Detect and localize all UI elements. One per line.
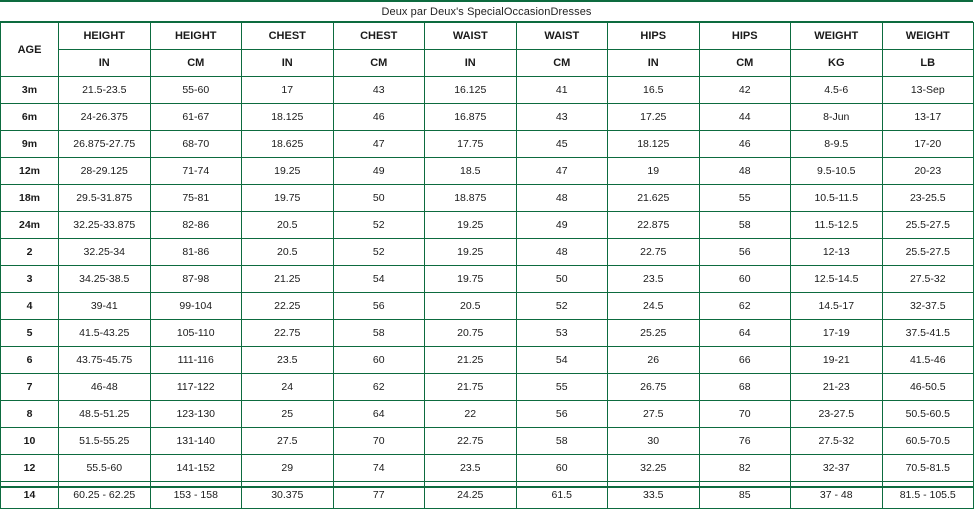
header-unit: KG [791,50,883,77]
cell-age: 24m [1,212,59,239]
cell-value: 51.5-55.25 [59,428,151,455]
cell-value: 8-Jun [791,104,883,131]
cell-value: 19.75 [242,185,334,212]
cell-value: 42 [699,77,791,104]
cell-value: 25.5-27.5 [882,212,974,239]
cell-value: 50 [516,266,608,293]
cell-value: 49 [333,158,425,185]
cell-value: 13-Sep [882,77,974,104]
cell-value: 66 [699,347,791,374]
cell-value: 43 [516,104,608,131]
cell-value: 26 [608,347,700,374]
cell-value: 81.5 - 105.5 [882,482,974,509]
header-unit: CM [516,50,608,77]
cell-value: 64 [333,401,425,428]
cell-value: 22.75 [425,428,517,455]
cell-value: 49 [516,212,608,239]
cell-value: 68-70 [150,131,242,158]
table-body [1,77,974,509]
cell-value: 61-67 [150,104,242,131]
table-row [1,320,974,347]
cell-value: 105-110 [150,320,242,347]
cell-value: 20.5 [242,239,334,266]
cell-value: 23-27.5 [791,401,883,428]
cell-value: 33.5 [608,482,700,509]
cell-value: 64 [699,320,791,347]
cell-value: 60 [333,347,425,374]
cell-value: 70 [333,428,425,455]
cell-value: 52 [333,239,425,266]
header-unit: CM [699,50,791,77]
cell-value: 62 [333,374,425,401]
cell-value: 47 [333,131,425,158]
cell-value: 56 [333,293,425,320]
cell-value: 56 [699,239,791,266]
cell-value: 16.5 [608,77,700,104]
header-measurement: HEIGHT [59,23,151,50]
cell-age: 5 [1,320,59,347]
cell-value: 19.75 [425,266,517,293]
cell-value: 17.75 [425,131,517,158]
cell-age: 12 [1,455,59,482]
header-measurement: WEIGHT [791,23,883,50]
table-row [1,266,974,293]
cell-value: 19 [608,158,700,185]
cell-value: 117-122 [150,374,242,401]
cell-value: 30.375 [242,482,334,509]
cell-value: 18.625 [242,131,334,158]
header-measurement: WAIST [425,23,517,50]
cell-value: 10.5-11.5 [791,185,883,212]
cell-value: 18.5 [425,158,517,185]
cell-value: 54 [516,347,608,374]
cell-value: 29 [242,455,334,482]
cell-value: 8-9.5 [791,131,883,158]
cell-value: 52 [333,212,425,239]
cell-value: 70.5-81.5 [882,455,974,482]
table-row [1,239,974,266]
cell-value: 9.5-10.5 [791,158,883,185]
cell-value: 27.5 [608,401,700,428]
cell-value: 43.75-45.75 [59,347,151,374]
page-title: Deux par Deux's SpecialOccasionDresses [381,5,592,18]
cell-value: 26.75 [608,374,700,401]
cell-age: 18m [1,185,59,212]
cell-value: 25 [242,401,334,428]
cell-value: 82-86 [150,212,242,239]
header-unit: IN [608,50,700,77]
cell-value: 46-50.5 [882,374,974,401]
cell-age: 6 [1,347,59,374]
cell-value: 22 [425,401,517,428]
table-row [1,401,974,428]
header-measurement: HIPS [699,23,791,50]
cell-value: 50 [333,185,425,212]
cell-value: 18.875 [425,185,517,212]
cell-age: 2 [1,239,59,266]
cell-value: 23.5 [425,455,517,482]
cell-value: 26.875-27.75 [59,131,151,158]
cell-value: 23.5 [242,347,334,374]
header-unit: IN [425,50,517,77]
cell-value: 34.25-38.5 [59,266,151,293]
cell-value: 77 [333,482,425,509]
cell-value: 41.5-46 [882,347,974,374]
cell-value: 30 [608,428,700,455]
cell-value: 85 [699,482,791,509]
cell-value: 39-41 [59,293,151,320]
cell-value: 17 [242,77,334,104]
cell-value: 19.25 [425,239,517,266]
cell-value: 12.5-14.5 [791,266,883,293]
cell-value: 52 [516,293,608,320]
header-row-measurement [1,23,974,50]
cell-value: 32.25 [608,455,700,482]
cell-value: 14.5-17 [791,293,883,320]
cell-value: 45 [516,131,608,158]
cell-value: 32-37 [791,455,883,482]
cell-value: 37.5-41.5 [882,320,974,347]
bottom-rule [0,486,973,488]
cell-value: 20.5 [425,293,517,320]
header-measurement: HIPS [608,23,700,50]
cell-value: 74 [333,455,425,482]
cell-value: 25.25 [608,320,700,347]
cell-value: 16.875 [425,104,517,131]
cell-value: 17.25 [608,104,700,131]
cell-value: 21.25 [425,347,517,374]
table-row [1,374,974,401]
cell-value: 16.125 [425,77,517,104]
cell-value: 20-23 [882,158,974,185]
cell-value: 19.25 [242,158,334,185]
cell-value: 23.5 [608,266,700,293]
cell-value: 153 - 158 [150,482,242,509]
document-title-bar [0,0,973,22]
cell-value: 18.125 [608,131,700,158]
cell-value: 70 [699,401,791,428]
cell-value: 32-37.5 [882,293,974,320]
cell-value: 75-81 [150,185,242,212]
cell-value: 22.75 [242,320,334,347]
cell-age: 6m [1,104,59,131]
cell-value: 60.25 - 62.25 [59,482,151,509]
cell-value: 55 [699,185,791,212]
cell-value: 21.25 [242,266,334,293]
cell-value: 48 [516,185,608,212]
cell-value: 141-152 [150,455,242,482]
header-unit: IN [59,50,151,77]
cell-value: 54 [333,266,425,293]
cell-value: 76 [699,428,791,455]
cell-value: 50.5-60.5 [882,401,974,428]
cell-value: 41.5-43.25 [59,320,151,347]
cell-value: 60 [699,266,791,293]
table-row [1,293,974,320]
table-row [1,347,974,374]
cell-value: 32.25-33.875 [59,212,151,239]
header-unit: CM [333,50,425,77]
cell-value: 53 [516,320,608,347]
cell-value: 43 [333,77,425,104]
cell-value: 131-140 [150,428,242,455]
cell-value: 47 [516,158,608,185]
cell-value: 20.5 [242,212,334,239]
cell-value: 87-98 [150,266,242,293]
cell-age: 3m [1,77,59,104]
header-measurement: WAIST [516,23,608,50]
cell-value: 21.625 [608,185,700,212]
header-age: AGE [1,23,59,77]
header-unit: IN [242,50,334,77]
cell-value: 24.5 [608,293,700,320]
header-unit: LB [882,50,974,77]
cell-value: 28-29.125 [59,158,151,185]
cell-value: 29.5-31.875 [59,185,151,212]
cell-value: 19-21 [791,347,883,374]
cell-value: 56 [516,401,608,428]
cell-age: 14 [1,482,59,509]
cell-value: 60 [516,455,608,482]
cell-value: 48 [516,239,608,266]
cell-value: 46 [699,131,791,158]
cell-value: 32.25-34 [59,239,151,266]
cell-value: 48.5-51.25 [59,401,151,428]
cell-value: 18.125 [242,104,334,131]
table-row [1,185,974,212]
cell-value: 27.5-32 [791,428,883,455]
cell-value: 71-74 [150,158,242,185]
cell-value: 12-13 [791,239,883,266]
cell-age: 4 [1,293,59,320]
header-row-unit [1,50,974,77]
cell-age: 8 [1,401,59,428]
size-chart-table [0,22,974,509]
table-header [1,23,974,77]
cell-value: 99-104 [150,293,242,320]
cell-value: 25.5-27.5 [882,239,974,266]
cell-value: 22.25 [242,293,334,320]
cell-value: 41 [516,77,608,104]
cell-value: 27.5 [242,428,334,455]
cell-value: 24-26.375 [59,104,151,131]
cell-value: 37 - 48 [791,482,883,509]
cell-value: 58 [333,320,425,347]
cell-value: 58 [699,212,791,239]
cell-value: 58 [516,428,608,455]
cell-age: 3 [1,266,59,293]
cell-value: 61.5 [516,482,608,509]
cell-value: 17-20 [882,131,974,158]
cell-value: 81-86 [150,239,242,266]
cell-value: 111-116 [150,347,242,374]
header-measurement: WEIGHT [882,23,974,50]
cell-value: 82 [699,455,791,482]
cell-value: 21.75 [425,374,517,401]
cell-age: 12m [1,158,59,185]
cell-value: 46-48 [59,374,151,401]
cell-value: 24.25 [425,482,517,509]
cell-value: 46 [333,104,425,131]
cell-value: 44 [699,104,791,131]
cell-value: 11.5-12.5 [791,212,883,239]
cell-age: 9m [1,131,59,158]
header-measurement: CHEST [333,23,425,50]
cell-value: 22.875 [608,212,700,239]
cell-value: 27.5-32 [882,266,974,293]
cell-age: 7 [1,374,59,401]
table-row [1,212,974,239]
table-row [1,158,974,185]
cell-value: 4.5-6 [791,77,883,104]
header-measurement: HEIGHT [150,23,242,50]
cell-value: 60.5-70.5 [882,428,974,455]
cell-value: 55.5-60 [59,455,151,482]
table-row [1,77,974,104]
cell-value: 17-19 [791,320,883,347]
table-row [1,428,974,455]
cell-value: 68 [699,374,791,401]
table-row [1,131,974,158]
cell-value: 21-23 [791,374,883,401]
cell-value: 13-17 [882,104,974,131]
cell-value: 55-60 [150,77,242,104]
cell-age: 10 [1,428,59,455]
cell-value: 22.75 [608,239,700,266]
cell-value: 55 [516,374,608,401]
cell-value: 19.25 [425,212,517,239]
cell-value: 62 [699,293,791,320]
cell-value: 123-130 [150,401,242,428]
header-measurement: CHEST [242,23,334,50]
cell-value: 20.75 [425,320,517,347]
table-row [1,455,974,482]
cell-value: 21.5-23.5 [59,77,151,104]
cell-value: 48 [699,158,791,185]
cell-value: 24 [242,374,334,401]
header-unit: CM [150,50,242,77]
table-row [1,104,974,131]
cell-value: 23-25.5 [882,185,974,212]
